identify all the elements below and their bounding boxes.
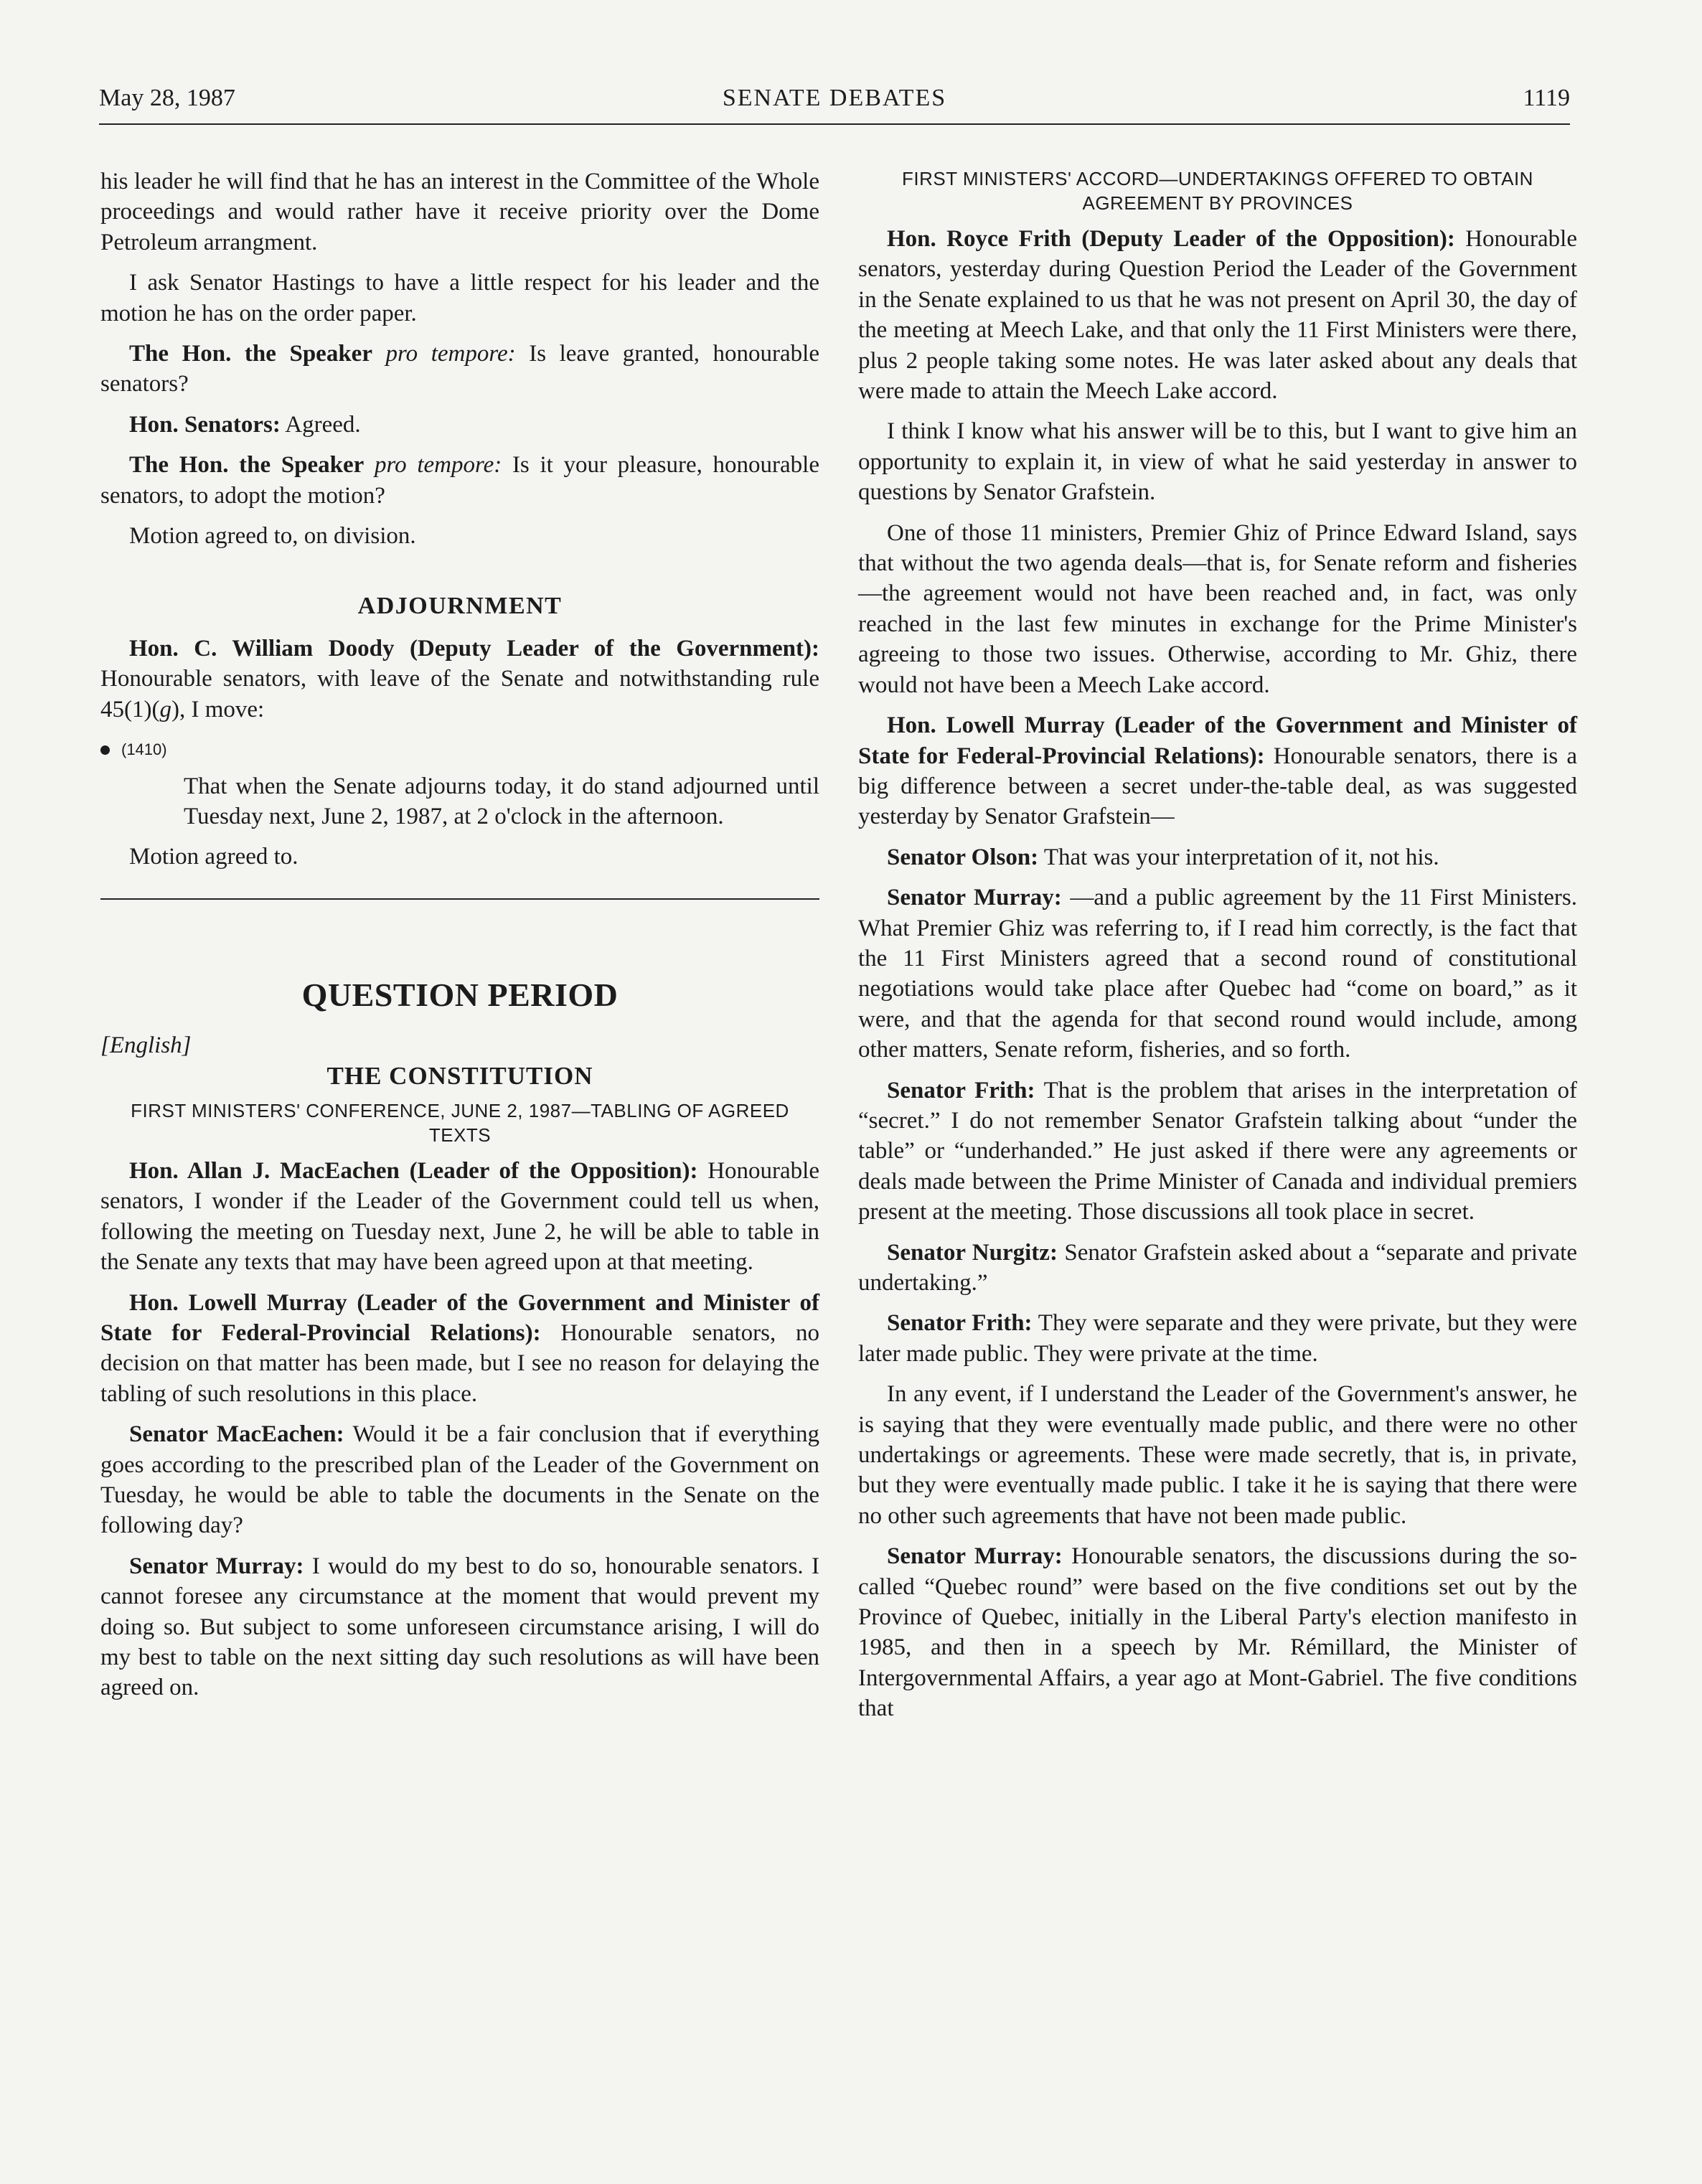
speaker-name: The Hon. the Speaker [129,452,365,479]
section-divider [100,898,819,900]
speech-text: Honourable senators, the discussions during the so-called “Quebec round” were based on the five conditions set out by the Province of Quebec, initially in the Liberal Party's election manifesto in 1985, and then in a speech by Mr. Rémillard, the Minister of Intergovernmental Affairs, a year ago at Mont-Gabriel. The five conditions that [858,1543,1577,1722]
paragraph [858,224,1577,406]
speech-text: Is leave granted, honourable senators? [100,341,819,397]
paragraph: Motion agreed to. [129,844,298,870]
paragraph [858,882,1577,1065]
time-marker [100,735,819,765]
paragraph [100,634,819,725]
speaker-name: Senator Murray: [887,1543,1063,1570]
bullet-icon [100,745,110,755]
paragraph: One of those 11 ministers, Premier Ghiz of Prince Edward Island, says that without the two agenda deals—that is, for Senate reform and fisheries—the agreement would not have been reached and, in fact, was only reached in the last few minutes in exchange for the Prime Minister's agreeing to those two issues. Otherwise, according to Mr. Ghiz, there would not have been a Meech Lake accord. [858,519,1577,698]
page-number: 1119 [1523,85,1570,111]
speech-text: They were separate and they were private, but they were later made public. They were private at the time. [858,1310,1577,1367]
speaker-name: Hon. Senators: [129,411,281,438]
speech-text: That is the problem that arises in the interpretation of “secret.” I do not remember Senator Grafstein talking about “under the table” or “underhanded.” He just asked if there were any agreements or deals made between the Prime Minister of Canada and individual premiers present at the meeting. Those discussions all took place in secret. [858,1077,1577,1225]
speaker-name: The Hon. the Speaker [129,341,372,367]
adjournment-heading: ADJOURNMENT [357,593,563,620]
left-column [100,166,819,1713]
speech-text: Agreed. [280,411,361,438]
speaker-name: Senator Olson: [887,844,1039,870]
time-marker-text: (1410) [121,740,167,759]
paragraph [100,1551,819,1703]
right-column [858,166,1577,1734]
speech-text: ), I move: [171,696,265,722]
speaker-name: Senator Frith: [887,1310,1033,1337]
paragraph: Motion agreed to, on division. [129,523,416,550]
speech-text: Is it your pleasure, honourable senators, to adopt the motion? [100,452,819,509]
paragraph [858,710,1577,832]
speech-text: Honourable senators, with leave of the Senate and notwithstanding rule 45(1)( [100,666,819,722]
paragraph: I think I know what his answer will be to this, but I want to give him an opportunity to explain it, in view of what he said yesterday in answer to questions by Senator Grafstein. [858,418,1577,506]
paragraph: In any event, if I understand the Leader of the Government's answer, he is saying that they were eventually made public, and there were no other undertakings or agreements. These were made secretly, that is, in private, but they were eventually made public. I take it he is saying that there were no other such agreements that have not been made public. [858,1381,1577,1529]
paragraph [858,1238,1577,1299]
question-period-heading: QUESTION PERIOD [301,976,619,1013]
paragraph [100,1419,819,1541]
subheading: FIRST MINISTERS' ACCORD—UNDERTAKINGS OFFERED TO OBTAIN AGREEMENT BY PROVINCES [902,168,1533,214]
subheading: FIRST MINISTERS' CONFERENCE, JUNE 2, 1987—TABLING OF AGREED TEXTS [131,1099,789,1146]
speech-text: I would do my best to do so, honourable senators. I cannot foresee any circumstance at the moment that would prevent my doing so. But subject to some unforeseen circumstance arising, I will do my best to table on the next sitting day such resolutions as will have been agreed on. [100,1553,819,1701]
speaker-name: Hon. C. William Doody (Deputy Leader of the Government): [129,635,819,662]
paragraph [858,1541,1577,1723]
motion-text: That when the Senate adjourns today, it do stand adjourned until Tuesday next, June 2, 1987, at 2 o'clock in the afternoon. [184,773,819,829]
speaker-name: Senator MacEachen: [129,1421,344,1448]
speaker-name: Hon. Lowell Murray (Leader of the Government and Minister of State for Federal-Provincial Relations): [100,1289,819,1346]
speech-text: Honourable senators, yesterday during Question Period the Leader of the Government in the Senate explained to us that he was not present on April 30, the day of the meeting at Meech Lake, and that only the 11 First Ministers were there, plus 2 people taking some notes. He was later asked about any deals that were made to attain the Meech Lake accord. [858,226,1577,405]
paragraph [858,1075,1577,1228]
paragraph [100,1156,819,1278]
paragraph [100,450,819,511]
speaker-name: Senator Murray: [887,885,1062,911]
paragraph [100,339,819,400]
speech-text: Would it be a fair conclusion that if everything goes according to the prescribed plan of the Leader of the Government on Tuesday, he would be able to table the documents in the Senate on the following day? [100,1421,819,1539]
speech-text: Honourable senators, there is a big difference between a secret under-the-table deal, as was suggested yesterday by Senator Grafstein— [858,743,1577,830]
italic-text: pro tempore: [385,341,516,367]
italic-text: pro tempore: [375,452,502,479]
paragraph: I ask Senator Hastings to have a little respect for his leader and the motion he has on the order paper. [100,270,819,326]
speech-text: Honourable senators, I wonder if the Leader of the Government could tell us when, following the meeting on Tuesday next, June 2, he will be able to table in the Senate any texts that may have been agreed upon at that meeting. [100,1157,819,1276]
italic-text: g [159,696,171,722]
paragraph [858,842,1577,872]
language-tag: [English] [100,1032,192,1059]
header-title: SENATE DEBATES [722,85,947,111]
speaker-name: Senator Frith: [887,1077,1035,1103]
paragraph [858,1308,1577,1369]
constitution-heading: THE CONSTITUTION [326,1061,593,1090]
speaker-name: Hon. Allan J. MacEachen (Leader of the Opposition): [129,1157,698,1184]
speaker-name: Senator Nurgitz: [887,1239,1058,1266]
header-date: May 28, 1987 [99,85,235,111]
speech-text: —and a public agreement by the 11 First Ministers. What Premier Ghiz was referring to, if I read him correctly, is the fact that the 11 First Ministers agreed that a second round of constitutional negotiations would take place after Quebec had “come on board,” as it were, and that the agenda for that second round would include, among other matters, Senate reform, fisheries, and so forth. [858,885,1577,1063]
page-header [99,80,1570,125]
speech-text: That was your interpretation of it, not his. [1038,844,1439,870]
speech-text: Senator Grafstein asked about a “separate and private undertaking.” [858,1239,1577,1296]
speaker-name: Hon. Royce Frith (Deputy Leader of the Opposition): [887,226,1455,252]
speaker-name: Hon. Lowell Murray (Leader of the Government and Minister of State for Federal-Provincial Relations): [858,712,1577,769]
paragraph [100,1288,819,1410]
paragraph: his leader he will find that he has an interest in the Committee of the Whole proceedings and would rather have it receive priority over the Dome Petroleum arrangment. [100,169,819,255]
paragraph [100,410,819,440]
speaker-name: Senator Murray: [129,1553,304,1579]
speech-text: Honourable senators, no decision on that matter has been made, but I see no reason for delaying the tabling of such resolutions in this place. [100,1319,819,1407]
